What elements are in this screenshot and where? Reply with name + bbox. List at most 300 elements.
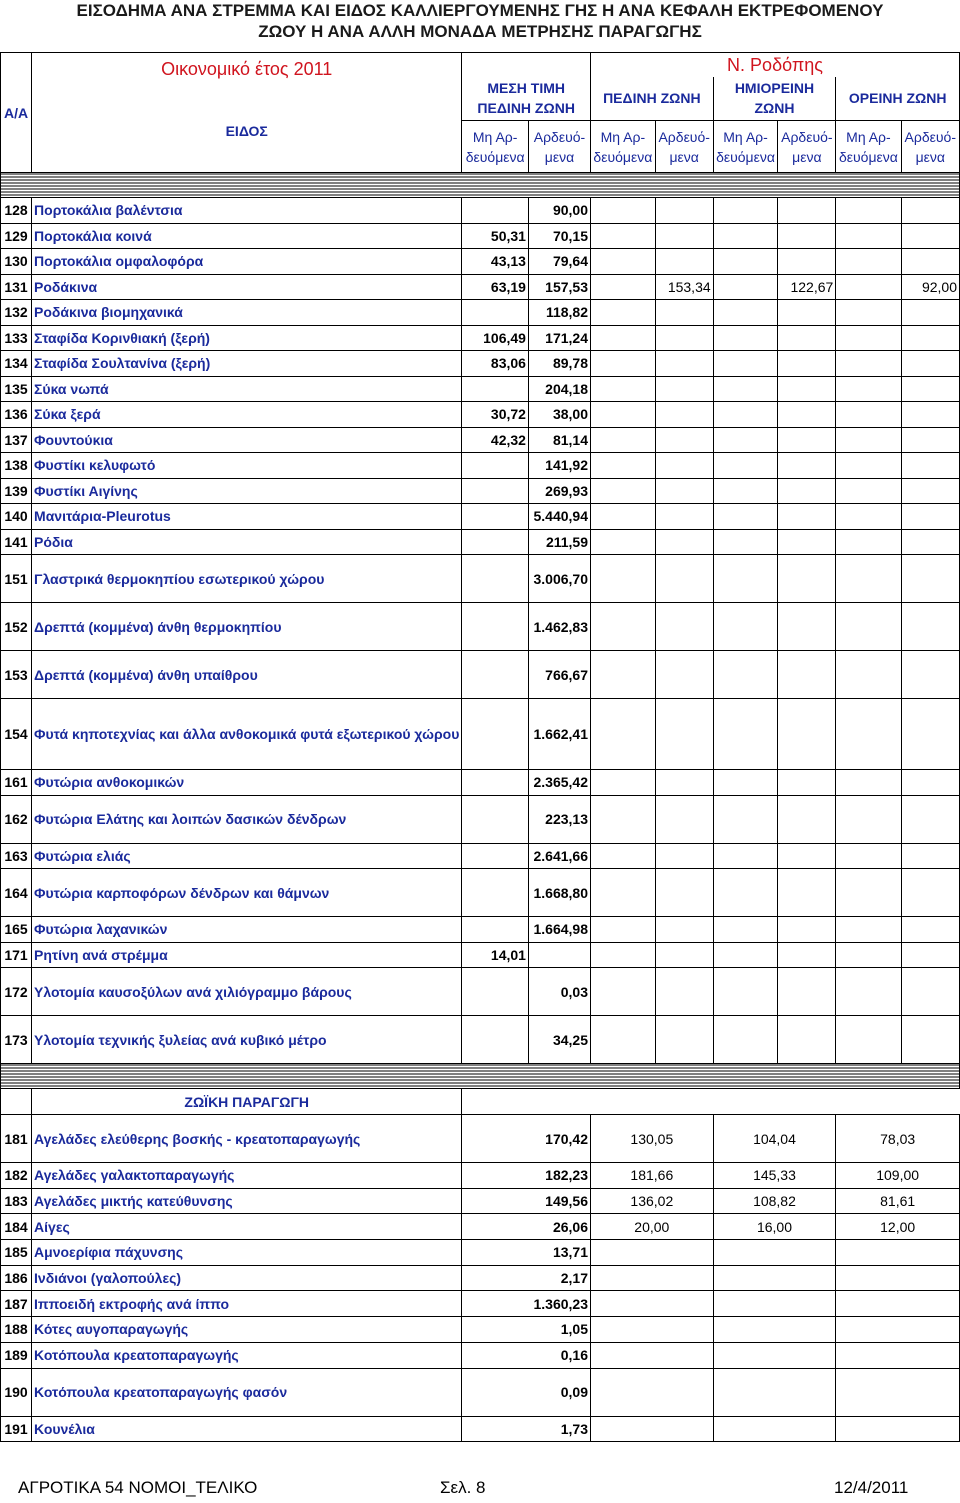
document-title xyxy=(0,0,960,42)
imiorini-irrigated-value xyxy=(778,223,836,249)
row-item-name: Φυστίκι Αιγίνης xyxy=(32,478,462,504)
mean-nonirrigated-value xyxy=(462,869,529,917)
imiorini-irrigated-value xyxy=(778,453,836,479)
sub-ore-nonirr: Μη Αρ-δευόμενα xyxy=(836,121,901,173)
pedini-nonirrigated-value xyxy=(591,427,656,453)
row-number: 164 xyxy=(1,869,32,917)
row-number: 141 xyxy=(1,529,32,555)
table-row xyxy=(1,300,960,326)
mean-irrigated-value: 90,00 xyxy=(528,198,590,224)
imiorini-irrigated-value xyxy=(778,1016,836,1064)
row-number: 128 xyxy=(1,198,32,224)
pedini-irrigated-value xyxy=(655,529,713,555)
imiorini-irrigated-value xyxy=(778,198,836,224)
orini-irrigated-value xyxy=(901,651,959,699)
mean-value: 0,09 xyxy=(462,1368,591,1416)
pedini-nonirrigated-value xyxy=(591,249,656,275)
pedini-nonirrigated-value xyxy=(591,274,656,300)
mean-irrigated-value: 141,92 xyxy=(528,453,590,479)
mean-nonirrigated-value xyxy=(462,453,529,479)
table-row xyxy=(1,651,960,699)
imiorini-value xyxy=(713,1368,836,1416)
imiorini-nonirrigated-value xyxy=(713,942,778,968)
title-line-2: ΖΩΟΥ Η ΑΝΑ ΑΛΛΗ ΜΟΝΑΔΑ ΜΕΤΡΗΣΗΣ ΠΑΡΑΓΩΓΗΣ xyxy=(258,22,702,41)
pedini-irrigated-value: 153,34 xyxy=(655,274,713,300)
mean-nonirrigated-value xyxy=(462,699,529,770)
table-row xyxy=(1,555,960,603)
mean-irrigated-value: 118,82 xyxy=(528,300,590,326)
table-row xyxy=(1,1265,960,1291)
pedini-value: 20,00 xyxy=(591,1214,714,1240)
row-item-name: Ρητίνη ανά στρέμμα xyxy=(32,942,462,968)
orini-irrigated-value xyxy=(901,504,959,530)
orini-nonirrigated-value xyxy=(836,504,901,530)
imiorini-nonirrigated-value xyxy=(713,555,778,603)
row-item-name: Φυτά κηποτεχνίας και άλλα ανθοκομικά φυτά εξωτερικού χώρου xyxy=(32,699,462,770)
row-number: 154 xyxy=(1,699,32,770)
mean-nonirrigated-value xyxy=(462,555,529,603)
row-number: 191 xyxy=(1,1416,32,1442)
mean-nonirrigated-value: 30,72 xyxy=(462,402,529,428)
row-number: 153 xyxy=(1,651,32,699)
pedini-nonirrigated-value xyxy=(591,376,656,402)
eidos-label: ΕΙΔΟΣ xyxy=(225,123,268,139)
mean-value: 13,71 xyxy=(462,1240,591,1266)
orini-irrigated-value: 92,00 xyxy=(901,274,959,300)
imiorini-nonirrigated-value xyxy=(713,917,778,943)
pedini-nonirrigated-value xyxy=(591,529,656,555)
table-row xyxy=(1,1342,960,1368)
imiorini-nonirrigated-value xyxy=(713,402,778,428)
pedini-value xyxy=(591,1240,714,1266)
table-row xyxy=(1,198,960,224)
row-number: 138 xyxy=(1,453,32,479)
pedini-nonirrigated-value xyxy=(591,843,656,869)
imiorini-nonirrigated-value xyxy=(713,699,778,770)
pedini-nonirrigated-value xyxy=(591,1016,656,1064)
orini-irrigated-value xyxy=(901,843,959,869)
imiorini-irrigated-value xyxy=(778,917,836,943)
row-item-name: Υλοτομία καυσοξύλων ανά χιλιόγραμμο βάρους xyxy=(32,968,462,1016)
row-number: 132 xyxy=(1,300,32,326)
orini-irrigated-value xyxy=(901,603,959,651)
mean-value: 1,73 xyxy=(462,1416,591,1442)
mean-irrigated-value: 1.462,83 xyxy=(528,603,590,651)
orini-irrigated-value xyxy=(901,376,959,402)
orini-irrigated-value xyxy=(901,1016,959,1064)
fiscal-year: Οικονομικό έτος 2011 xyxy=(161,59,333,79)
row-item-name: Φυτώρια ανθοκομικών xyxy=(32,770,462,796)
pedini-value xyxy=(591,1317,714,1343)
orini-nonirrigated-value xyxy=(836,274,901,300)
table-row xyxy=(1,351,960,377)
orini-nonirrigated-value xyxy=(836,651,901,699)
mean-irrigated-value: 766,67 xyxy=(528,651,590,699)
pedini-irrigated-value xyxy=(655,942,713,968)
pedini-value xyxy=(591,1291,714,1317)
pedini-nonirrigated-value xyxy=(591,325,656,351)
pedini-irrigated-value xyxy=(655,968,713,1016)
mean-nonirrigated-value: 106,49 xyxy=(462,325,529,351)
row-item-name: Αγελάδες γαλακτοπαραγωγής xyxy=(32,1163,462,1189)
mean-nonirrigated-value xyxy=(462,376,529,402)
orini-irrigated-value xyxy=(901,249,959,275)
table-row xyxy=(1,529,960,555)
orini-nonirrigated-value xyxy=(836,376,901,402)
mean-irrigated-value: 0,03 xyxy=(528,968,590,1016)
imiorini-irrigated-value xyxy=(778,603,836,651)
row-item-name: Ιπποειδή εκτροφής ανά ίππο xyxy=(32,1291,462,1317)
imiorini-nonirrigated-value xyxy=(713,351,778,377)
mean-irrigated-value: 223,13 xyxy=(528,795,590,843)
mean-irrigated-value: 5.440,94 xyxy=(528,504,590,530)
sub-ped-irr: Αρδευό-μενα xyxy=(655,121,713,173)
pedini-nonirrigated-value xyxy=(591,198,656,224)
mean-nonirrigated-value xyxy=(462,795,529,843)
row-number: 136 xyxy=(1,402,32,428)
section-divider xyxy=(1,1064,960,1089)
pedini-nonirrigated-value xyxy=(591,402,656,428)
title-line-1: ΕΙΣΟΔΗΜΑ ΑΝΑ ΣΤΡΕΜΜΑ ΚΑΙ ΕΙΔΟΣ ΚΑΛΛΙΕΡΓΟΥΜΕΝΗΣ ΓΗΣ Η ΑΝΑ ΚΕΦΑΛΗ ΕΚΤΡΕΦΟΜΕΝΟΥ xyxy=(76,1,884,20)
orini-irrigated-value xyxy=(901,478,959,504)
orini-irrigated-value xyxy=(901,325,959,351)
pedini-nonirrigated-value xyxy=(591,968,656,1016)
orini-value xyxy=(836,1342,960,1368)
imiorini-nonirrigated-value xyxy=(713,869,778,917)
pedini-irrigated-value xyxy=(655,504,713,530)
table-row xyxy=(1,478,960,504)
orini-nonirrigated-value xyxy=(836,795,901,843)
imiorini-irrigated-value xyxy=(778,869,836,917)
mean-value: 149,56 xyxy=(462,1188,591,1214)
imiorini-value xyxy=(713,1265,836,1291)
row-item-name: Κουνέλια xyxy=(32,1416,462,1442)
table-row xyxy=(1,869,960,917)
orini-irrigated-value xyxy=(901,869,959,917)
table-row xyxy=(1,770,960,796)
row-number: 133 xyxy=(1,325,32,351)
pedini-irrigated-value xyxy=(655,402,713,428)
mean-nonirrigated-value xyxy=(462,300,529,326)
orini-value xyxy=(836,1416,960,1442)
row-number: 173 xyxy=(1,1016,32,1064)
orini-irrigated-value xyxy=(901,942,959,968)
orini-irrigated-value xyxy=(901,795,959,843)
footer-page: Σελ. 8 xyxy=(440,1478,486,1497)
pedini-irrigated-value xyxy=(655,223,713,249)
pedini-nonirrigated-value xyxy=(591,770,656,796)
table-row xyxy=(1,504,960,530)
row-item-name: Πορτοκάλια βαλέντσια xyxy=(32,198,462,224)
imiorini-value xyxy=(713,1342,836,1368)
pedini-irrigated-value xyxy=(655,869,713,917)
row-number: 140 xyxy=(1,504,32,530)
table-row xyxy=(1,325,960,351)
imiorini-nonirrigated-value xyxy=(713,651,778,699)
row-number: 184 xyxy=(1,1214,32,1240)
imiorini-nonirrigated-value xyxy=(713,325,778,351)
row-item-name: Αμνοερίφια πάχυνσης xyxy=(32,1240,462,1266)
col-aa-header: Α/Α xyxy=(1,53,32,173)
imiorini-nonirrigated-value xyxy=(713,198,778,224)
row-number: 139 xyxy=(1,478,32,504)
mean-value: 1,05 xyxy=(462,1317,591,1343)
orini-nonirrigated-value xyxy=(836,325,901,351)
imiorini-irrigated-value xyxy=(778,942,836,968)
table-row xyxy=(1,1214,960,1240)
row-item-name: Γλαστρικά θερμοκηπίου εσωτερικού χώρου xyxy=(32,555,462,603)
mean-nonirrigated-value xyxy=(462,478,529,504)
pedini-nonirrigated-value xyxy=(591,223,656,249)
pedini-irrigated-value xyxy=(655,300,713,326)
sub-ped-nonirr: Μη Αρ-δευόμενα xyxy=(591,121,656,173)
income-table xyxy=(0,52,960,1442)
table-row xyxy=(1,402,960,428)
row-item-name: Κοτόπουλα κρεατοπαραγωγής φασόν xyxy=(32,1368,462,1416)
orini-nonirrigated-value xyxy=(836,942,901,968)
mean-value: 0,16 xyxy=(462,1342,591,1368)
table-row xyxy=(1,942,960,968)
mean-nonirrigated-value xyxy=(462,198,529,224)
orini-irrigated-value xyxy=(901,968,959,1016)
pedini-irrigated-value xyxy=(655,651,713,699)
orini-nonirrigated-value xyxy=(836,351,901,377)
footer-date: 12/4/2011 xyxy=(834,1478,909,1497)
table-row xyxy=(1,603,960,651)
table-row xyxy=(1,1163,960,1189)
table-row xyxy=(1,968,960,1016)
row-number: 163 xyxy=(1,843,32,869)
row-item-name: Φυτώρια λαχανικών xyxy=(32,917,462,943)
pedini-irrigated-value xyxy=(655,376,713,402)
row-number: 161 xyxy=(1,770,32,796)
mean-value: 182,23 xyxy=(462,1163,591,1189)
row-item-name: Μανιτάρια-Pleurotus xyxy=(32,504,462,530)
imiorini-nonirrigated-value xyxy=(713,249,778,275)
row-item-name: Δρεπτά (κομμένα) άνθη θερμοκηπίου xyxy=(32,603,462,651)
pedini-nonirrigated-value xyxy=(591,504,656,530)
pedini-nonirrigated-value xyxy=(591,651,656,699)
row-number: 188 xyxy=(1,1317,32,1343)
mean-nonirrigated-value xyxy=(462,968,529,1016)
orini-value xyxy=(836,1291,960,1317)
imiorini-nonirrigated-value xyxy=(713,603,778,651)
pedini-nonirrigated-value xyxy=(591,942,656,968)
pedini-nonirrigated-value xyxy=(591,453,656,479)
pedini-nonirrigated-value xyxy=(591,555,656,603)
mean-irrigated-value: 38,00 xyxy=(528,402,590,428)
zone-pedini-header: ΠΕΔΙΝΗ ΖΩΝΗ xyxy=(591,77,714,121)
row-number: 171 xyxy=(1,942,32,968)
pedini-value xyxy=(591,1368,714,1416)
mean-irrigated-value: 81,14 xyxy=(528,427,590,453)
row-number: 185 xyxy=(1,1240,32,1266)
pedini-nonirrigated-value xyxy=(591,917,656,943)
mean-nonirrigated-value: 63,19 xyxy=(462,274,529,300)
imiorini-irrigated-value xyxy=(778,300,836,326)
pedini-nonirrigated-value xyxy=(591,300,656,326)
row-item-name: Ινδιάνοι (γαλοπούλες) xyxy=(32,1265,462,1291)
sub-mesi-nonirr: Μη Αρ-δευόμενα xyxy=(462,121,529,173)
orini-nonirrigated-value xyxy=(836,1016,901,1064)
sub-mesi-irr: Αρδευό-μενα xyxy=(528,121,590,173)
pedini-nonirrigated-value xyxy=(591,351,656,377)
orini-irrigated-value xyxy=(901,917,959,943)
pedini-value xyxy=(591,1416,714,1442)
orini-irrigated-value xyxy=(901,351,959,377)
imiorini-irrigated-value xyxy=(778,351,836,377)
pedini-irrigated-value xyxy=(655,843,713,869)
orini-value xyxy=(836,1265,960,1291)
mean-nonirrigated-value xyxy=(462,651,529,699)
row-item-name: Σύκα νωπά xyxy=(32,376,462,402)
imiorini-nonirrigated-value xyxy=(713,274,778,300)
row-number: 181 xyxy=(1,1115,32,1163)
orini-nonirrigated-value xyxy=(836,300,901,326)
row-item-name: Αγελάδες μικτής κατεύθυνσης xyxy=(32,1188,462,1214)
table-row xyxy=(1,249,960,275)
table-row xyxy=(1,1240,960,1266)
pedini-value: 181,66 xyxy=(591,1163,714,1189)
sub-ore-irr: Αρδευό-μενα xyxy=(901,121,959,173)
row-item-name: Ρόδια xyxy=(32,529,462,555)
row-number: 186 xyxy=(1,1265,32,1291)
pedini-nonirrigated-value xyxy=(591,478,656,504)
row-number: 172 xyxy=(1,968,32,1016)
orini-value: 81,61 xyxy=(836,1188,960,1214)
row-item-name: Σύκα ξερά xyxy=(32,402,462,428)
orini-value: 109,00 xyxy=(836,1163,960,1189)
imiorini-nonirrigated-value xyxy=(713,478,778,504)
table-row xyxy=(1,1317,960,1343)
orini-nonirrigated-value xyxy=(836,917,901,943)
row-item-name: Φυτώρια ελιάς xyxy=(32,843,462,869)
imiorini-nonirrigated-value xyxy=(713,427,778,453)
pedini-irrigated-value xyxy=(655,325,713,351)
row-item-name: Ροδάκινα xyxy=(32,274,462,300)
mean-irrigated-value: 3.006,70 xyxy=(528,555,590,603)
imiorini-irrigated-value xyxy=(778,504,836,530)
imiorini-nonirrigated-value xyxy=(713,770,778,796)
mean-nonirrigated-value: 42,32 xyxy=(462,427,529,453)
orini-nonirrigated-value xyxy=(836,555,901,603)
mean-irrigated-value xyxy=(528,942,590,968)
table-row xyxy=(1,427,960,453)
orini-irrigated-value xyxy=(901,555,959,603)
table-row xyxy=(1,917,960,943)
mean-irrigated-value: 2.365,42 xyxy=(528,770,590,796)
sub-imi-nonirr: Μη Αρ-δευόμενα xyxy=(713,121,778,173)
table-row xyxy=(1,274,960,300)
mean-nonirrigated-value xyxy=(462,504,529,530)
row-number: 165 xyxy=(1,917,32,943)
zone-orini-header: ΟΡΕΙΝΗ ΖΩΝΗ xyxy=(836,77,960,121)
row-item-name: Πορτοκάλια ομφαλοφόρα xyxy=(32,249,462,275)
row-number: 130 xyxy=(1,249,32,275)
orini-irrigated-value xyxy=(901,198,959,224)
pedini-irrigated-value xyxy=(655,795,713,843)
row-item-name: Σταφίδα Κορινθιακή (ξερή) xyxy=(32,325,462,351)
mean-irrigated-value: 204,18 xyxy=(528,376,590,402)
imiorini-irrigated-value xyxy=(778,478,836,504)
row-number: 187 xyxy=(1,1291,32,1317)
table-row xyxy=(1,1115,960,1163)
orini-nonirrigated-value xyxy=(836,770,901,796)
animal-section-title: ΖΩΪΚΗ ΠΑΡΑΓΩΓΗ xyxy=(32,1089,462,1115)
mean-nonirrigated-value xyxy=(462,529,529,555)
table-row xyxy=(1,795,960,843)
imiorini-value xyxy=(713,1317,836,1343)
pedini-value xyxy=(591,1342,714,1368)
pedini-irrigated-value xyxy=(655,770,713,796)
orini-nonirrigated-value xyxy=(836,453,901,479)
mean-irrigated-value: 157,53 xyxy=(528,274,590,300)
row-item-name: Σταφίδα Σουλτανίνα (ξερή) xyxy=(32,351,462,377)
mean-irrigated-value: 89,78 xyxy=(528,351,590,377)
row-item-name: Κότες αυγοπαραγωγής xyxy=(32,1317,462,1343)
table-row xyxy=(1,1368,960,1416)
mean-nonirrigated-value xyxy=(462,917,529,943)
pedini-irrigated-value xyxy=(655,453,713,479)
imiorini-nonirrigated-value xyxy=(713,300,778,326)
pedini-nonirrigated-value xyxy=(591,869,656,917)
imiorini-irrigated-value xyxy=(778,699,836,770)
orini-nonirrigated-value xyxy=(836,478,901,504)
row-number: 131 xyxy=(1,274,32,300)
row-number: 151 xyxy=(1,555,32,603)
header-divider xyxy=(1,173,960,198)
row-item-name: Φυτώρια καρποφόρων δένδρων και θάμνων xyxy=(32,869,462,917)
pedini-nonirrigated-value xyxy=(591,603,656,651)
imiorini-irrigated-value xyxy=(778,376,836,402)
mean-nonirrigated-value: 50,31 xyxy=(462,223,529,249)
row-number: 129 xyxy=(1,223,32,249)
imiorini-nonirrigated-value xyxy=(713,223,778,249)
col-eidos-header xyxy=(32,53,462,173)
imiorini-nonirrigated-value xyxy=(713,529,778,555)
row-number: 152 xyxy=(1,603,32,651)
orini-nonirrigated-value xyxy=(836,402,901,428)
row-item-name: Ροδάκινα βιομηχανικά xyxy=(32,300,462,326)
mean-irrigated-value: 1.662,41 xyxy=(528,699,590,770)
row-item-name: Κοτόπουλα κρεατοπαραγωγής xyxy=(32,1342,462,1368)
row-item-name: Αίγες xyxy=(32,1214,462,1240)
sub-imi-irr: Αρδευό-μενα xyxy=(778,121,836,173)
orini-nonirrigated-value xyxy=(836,198,901,224)
mean-irrigated-value: 70,15 xyxy=(528,223,590,249)
mean-irrigated-value: 211,59 xyxy=(528,529,590,555)
imiorini-nonirrigated-value xyxy=(713,968,778,1016)
mean-nonirrigated-value xyxy=(462,603,529,651)
table-row xyxy=(1,1188,960,1214)
imiorini-irrigated-value xyxy=(778,325,836,351)
crop-rows xyxy=(1,198,960,1064)
row-number: 190 xyxy=(1,1368,32,1416)
mean-irrigated-value: 79,64 xyxy=(528,249,590,275)
imiorini-irrigated-value xyxy=(778,770,836,796)
pedini-irrigated-value xyxy=(655,699,713,770)
mean-value: 1.360,23 xyxy=(462,1291,591,1317)
imiorini-nonirrigated-value xyxy=(713,453,778,479)
imiorini-irrigated-value xyxy=(778,249,836,275)
orini-irrigated-value xyxy=(901,529,959,555)
pedini-irrigated-value xyxy=(655,917,713,943)
table-row xyxy=(1,376,960,402)
orini-nonirrigated-value xyxy=(836,699,901,770)
pedini-value: 130,05 xyxy=(591,1115,714,1163)
orini-nonirrigated-value xyxy=(836,249,901,275)
row-item-name: Φυστίκι κελυφωτό xyxy=(32,453,462,479)
